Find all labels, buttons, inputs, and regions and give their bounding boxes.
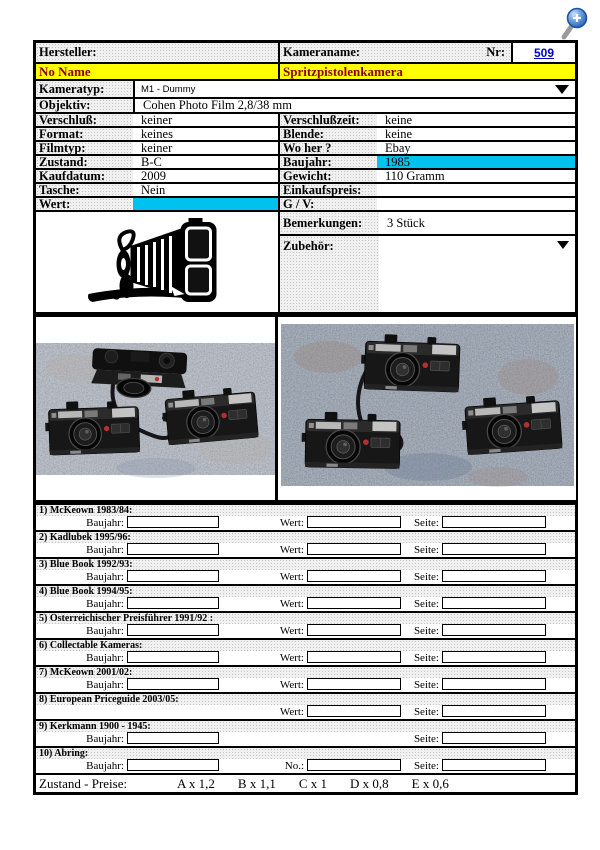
factor-a: A x 1,2 (177, 775, 215, 791)
price-entry-european-priceguide (36, 692, 575, 719)
objektiv-value[interactable]: Cohen Photo Film 2,8/38 mm (133, 99, 575, 112)
row-kaufdatum (36, 168, 575, 182)
gewicht-label: Gewicht: (278, 170, 377, 182)
kameraname-label: Kameraname: (283, 45, 361, 60)
seite-input[interactable] (442, 705, 546, 717)
baujahr-input[interactable] (127, 570, 219, 582)
wert-value[interactable] (133, 198, 278, 210)
seite-field-label: Seite: (413, 733, 439, 745)
bemerkungen-label: Bemerkungen: (280, 212, 379, 234)
price-entry-title: 3) Blue Book 1992/93: (36, 559, 575, 570)
baujahr-value[interactable]: 1985 (377, 156, 575, 168)
wert-field-label: Wert: (279, 517, 304, 529)
bemerkungen-value[interactable]: 3 Stück (379, 212, 575, 234)
seite-field-label: Seite: (413, 760, 439, 772)
objektiv-row (36, 97, 575, 112)
chevron-down-icon[interactable] (557, 241, 569, 249)
filmtyp-label: Filmtyp: (36, 142, 133, 154)
row-filmtyp (36, 140, 575, 154)
baujahr-field-label: Baujahr: (86, 733, 124, 745)
woher-label: Wo her ? (278, 142, 377, 154)
wert-field-label: Wert: (279, 679, 304, 691)
kameratyp-row (36, 79, 575, 97)
clipart-and-notes-row (36, 210, 575, 312)
kameratyp-dropdown[interactable] (133, 81, 575, 97)
price-entry-bluebook-1992 (36, 557, 575, 584)
seite-field-label: Seite: (413, 571, 439, 583)
price-entry-title: 4) Blue Book 1994/95: (36, 586, 575, 597)
baujahr-field-label: Baujahr: (86, 544, 124, 556)
row-zustand (36, 154, 575, 168)
seite-input[interactable] (442, 597, 546, 609)
price-entry-bluebook-1994 (36, 584, 575, 611)
price-entry-mckeown-1983 (36, 505, 575, 530)
bemerkungen-row (280, 212, 575, 236)
kameraname-value[interactable]: Spritzpistolenkamera (278, 64, 575, 79)
hersteller-value[interactable]: No Name (36, 64, 278, 79)
kaufdatum-value[interactable]: 2009 (133, 170, 278, 182)
baujahr-input[interactable] (127, 651, 219, 663)
seite-input[interactable] (442, 570, 546, 582)
photo-cameras-blue-carpet[interactable] (275, 317, 576, 500)
baujahr-input[interactable] (127, 759, 219, 771)
wert-field-label: Wert: (279, 706, 304, 718)
zustand-preise-label: Zustand - Preise: (39, 775, 128, 791)
factor-d: D x 0,8 (350, 775, 389, 791)
seite-field-label: Seite: (413, 517, 439, 529)
price-entry-kadlubek-1995 (36, 530, 575, 557)
hersteller-label: Hersteller: (36, 43, 278, 62)
wert-field-label: Wert: (279, 571, 304, 583)
verschlusszeit-label: Verschlußzeit: (278, 114, 377, 126)
baujahr-input[interactable] (127, 624, 219, 636)
no-field-label: No.: (284, 760, 304, 772)
factor-c: C x 1 (298, 775, 328, 791)
price-entry-title: 5) Österreichischer Preisführer 1991/92 : (36, 613, 575, 624)
price-entry-mckeown-2001 (36, 665, 575, 692)
price-entry-oesterreichischer-preisfuehrer (36, 611, 575, 638)
price-entry-title: 8) European Priceguide 2003/05: (36, 694, 575, 705)
price-entry-title: 1) McKeown 1983/84: (36, 505, 575, 516)
blende-label: Blende: (278, 128, 377, 140)
einkaufspreis-value[interactable] (377, 184, 575, 196)
price-entry-title: 7) McKeown 2001/02: (36, 667, 575, 678)
zubehoer-row (280, 236, 575, 312)
header-row (36, 43, 575, 62)
zubehoer-label: Zubehör: (280, 236, 379, 312)
filmtyp-value[interactable]: keiner (133, 142, 278, 154)
verschluss-label: Verschluß: (36, 114, 133, 126)
camera-clipart-image[interactable] (36, 212, 278, 312)
baujahr-field-label: Baujahr: (86, 517, 124, 529)
baujahr-field-label: Baujahr: (86, 598, 124, 610)
chevron-down-icon[interactable] (555, 85, 569, 94)
baujahr-field-label: Baujahr: (86, 760, 124, 772)
wert-field-label: Wert: (279, 625, 304, 637)
wert-field-label: Wert: (279, 598, 304, 610)
baujahr-input[interactable] (127, 678, 219, 690)
price-entry-abring (36, 746, 575, 773)
seite-field-label: Seite: (413, 598, 439, 610)
photo-cameras-gray-carpet[interactable] (36, 317, 275, 500)
tasche-value[interactable]: Nein (133, 184, 278, 196)
blende-value[interactable]: keine (377, 128, 575, 140)
price-entry-kerkmann (36, 719, 575, 746)
woher-value[interactable]: Ebay (377, 142, 575, 154)
gv-value[interactable] (377, 198, 575, 210)
kameraname-header-cell (278, 43, 575, 62)
wert-label: Wert: (36, 198, 133, 210)
verschluss-value[interactable]: keiner (133, 114, 278, 126)
objektiv-label: Objektiv: (36, 99, 133, 112)
record-number-box (511, 43, 575, 62)
kameratyp-label: Kameratyp: (36, 81, 133, 97)
einkaufspreis-label: Einkaufspreis: (278, 184, 377, 196)
seite-input[interactable] (442, 678, 546, 690)
baujahr-field-label: Baujahr: (86, 652, 124, 664)
price-entry-title: 10) Abring: (36, 748, 575, 759)
seite-field-label: Seite: (413, 625, 439, 637)
photos-section (33, 315, 578, 503)
seite-input[interactable] (442, 651, 546, 663)
seite-field-label: Seite: (413, 706, 439, 718)
price-entry-title: 9) Kerkmann 1900 - 1945: (36, 721, 575, 732)
zustand-value[interactable]: B-C (133, 156, 278, 168)
price-entry-title: 2) Kadlubek 1995/96: (36, 532, 575, 543)
zustand-preise-row (36, 773, 575, 792)
baujahr-input[interactable] (127, 516, 219, 528)
seite-input[interactable] (442, 732, 546, 744)
zustand-label: Zustand: (36, 156, 133, 168)
factor-e: E x 0,6 (411, 775, 449, 791)
gewicht-value[interactable]: 110 Gramm (377, 170, 575, 182)
baujahr-field-label: Baujahr: (86, 625, 124, 637)
tasche-label: Tasche: (36, 184, 133, 196)
baujahr-input[interactable] (127, 543, 219, 555)
seite-field-label: Seite: (413, 652, 439, 664)
row-verschluss (36, 112, 575, 126)
row-wert (36, 196, 575, 210)
baujahr-field-label: Baujahr: (86, 571, 124, 583)
seite-field-label: Seite: (413, 544, 439, 556)
seite-input[interactable] (442, 516, 546, 528)
price-entry-title: 6) Collectable Kameras: (36, 640, 575, 651)
seite-input[interactable] (442, 759, 546, 771)
zoom-in-cursor-icon[interactable] (558, 6, 592, 42)
record-number-link[interactable]: 509 (533, 45, 555, 60)
gv-label: G / V: (278, 198, 377, 210)
wert-field-label: Wert: (279, 652, 304, 664)
price-guide-section (33, 503, 578, 795)
price-entry-collectable-kameras (36, 638, 575, 665)
row-tasche (36, 182, 575, 196)
baujahr-label: Baujahr: (278, 156, 377, 168)
format-label: Format: (36, 128, 133, 140)
wert-field-label: Wert: (279, 544, 304, 556)
zubehoer-value[interactable] (379, 236, 575, 312)
kameratyp-value: M1 - Dummy (141, 83, 196, 95)
kaufdatum-label: Kaufdatum: (36, 170, 133, 182)
row-format (36, 126, 575, 140)
seite-input[interactable] (442, 624, 546, 636)
seite-field-label: Seite: (413, 679, 439, 691)
name-row (36, 62, 575, 79)
camera-info-section (33, 40, 578, 315)
factor-b: B x 1,1 (237, 775, 276, 791)
verschlusszeit-value[interactable]: keine (377, 114, 575, 126)
format-value[interactable]: keines (133, 128, 278, 140)
nr-label: Nr: (486, 45, 505, 60)
baujahr-input[interactable] (127, 597, 219, 609)
baujahr-field-label: Baujahr: (86, 679, 124, 691)
baujahr-input[interactable] (127, 732, 219, 744)
seite-input[interactable] (442, 543, 546, 555)
